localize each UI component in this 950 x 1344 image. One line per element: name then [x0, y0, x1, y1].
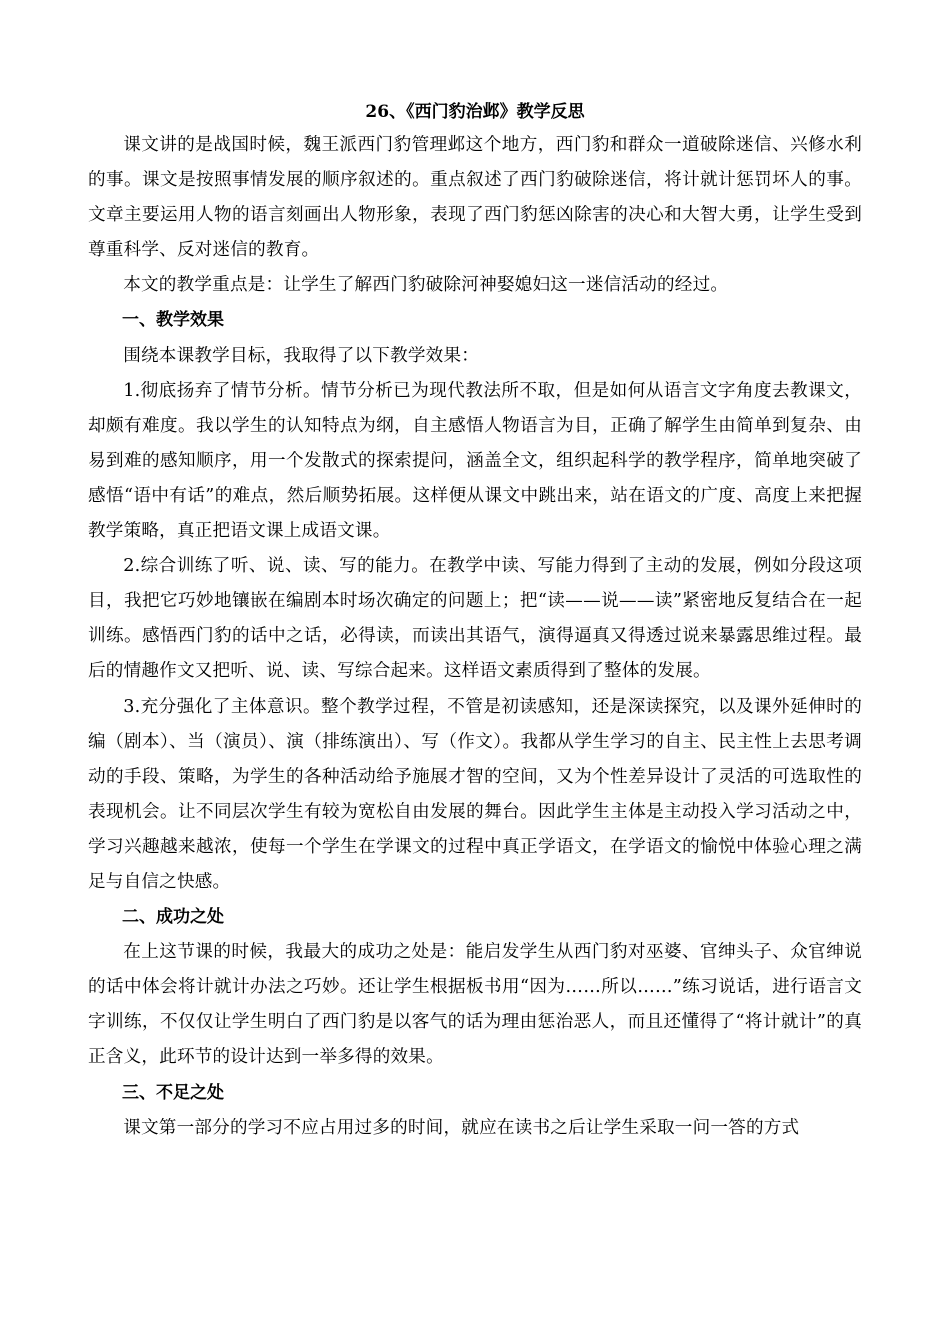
document-page: [88, 96, 862, 1146]
effect-1-paragraph: 1.彻底扬弃了情节分析。情节分析已为现代教法所不取，但是如何从语言文字角度去教课文，却颇有难度。我以学生的认知特点为纲，自主感悟人物语言为目，正确了解学生由简单到复杂、由易到难的感知顺序，用一个发散式的探索提问，涵盖全文，组织起科学的教学程序，简单地突破了感悟“语中有话”的难点，然后顺势拓展。这样便从课文中跳出来，站在语文的广度、高度上来把握教学策略，真正把语文课上成语文课。: [88, 380, 862, 542]
section-heading-shortcoming: 三、不足之处: [122, 1082, 224, 1103]
section-heading-success: 二、成功之处: [122, 907, 224, 928]
effect-3-paragraph: 3.充分强化了主体意识。整个教学过程，不管是初读感知，还是深读探究，以及课外延伸时的编（剧本）、当（演员）、演（排练演出）、写（作文）。我都从学生学习的自主、民主性上去思考调动的手段、策略，为学生的各种活动给予施展才智的空间，又为个性差异设计了灵活的可选取性的表现机会。让不同层次学生有较为宽松自由发展的舞台。因此学生主体是主动投入学习活动之中，学习兴趣越来越浓，使每一个学生在学课文的过程中真正学语文，在学语文的愉悦中体验心理之满足与自信之快感。: [88, 696, 862, 892]
document-title: 26、《西门豹治邺》教学反思: [365, 102, 585, 122]
shortcoming-paragraph: 课文第一部分的学习不应占用过多的时间，就应在读书之后让学生采取一问一答的方式: [123, 1117, 800, 1138]
effect-2-paragraph: 2.综合训练了听、说、读、写的能力。在教学中读、写能力得到了主动的发展，例如分段这项目，我把它巧妙地镶嵌在编剧本时场次确定的问题上；把“读——说——读”紧密地反复结合在一起训练。感悟西门豹的话中之话，必得读，而读出其语气，演得逼真又得透过说来暴露思维过程。最后的情趣作文又把听、说、读、写综合起来。这样语文素质得到了整体的发展。: [88, 556, 862, 682]
teaching-focus-paragraph: 本文的教学重点是：让学生了解西门豹破除河神娶媳妇这一迷信活动的经过。: [123, 275, 729, 296]
success-paragraph: 在上这节课的时候，我最大的成功之处是：能启发学生从西门豹对巫婆、官绅头子、众官绅说的话中体会将计就计办法之巧妙。还让学生根据板书用“因为……所以……”练习说话，进行语言文字训练，不仅仅让学生明白了西门豹是以客气的话为理由惩治恶人，而且还懂得了“将计就计”的真正含义，此环节的设计达到一举多得的效果。: [88, 942, 862, 1068]
section-heading-effects: 一、教学效果: [122, 310, 224, 331]
effects-intro-paragraph: 围绕本课教学目标，我取得了以下教学效果：: [123, 345, 480, 366]
intro-paragraph: 课文讲的是战国时候，魏王派西门豹管理邺这个地方，西门豹和群众一道破除迷信、兴修水利的事。课文是按照事情发展的顺序叙述的。重点叙述了西门豹破除迷信，将计就计惩罚坏人的事。文章主要运用人物的语言刻画出人物形象，表现了西门豹惩凶除害的决心和大智大勇，让学生受到尊重科学、反对迷信的教育。: [88, 135, 862, 261]
